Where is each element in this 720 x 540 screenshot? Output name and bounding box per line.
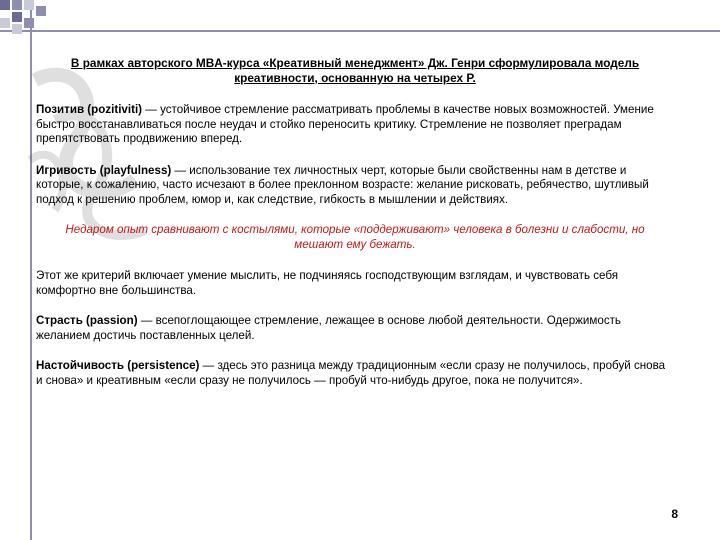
slide-title: В рамках авторского MBA-курса «Креативный менеджмент» Дж. Генри сформулировала модель креативности, основанную на четырех Р. — [70, 56, 640, 85]
text-positivity: — устойчивое стремление рассматривать проблемы в качестве новых возможностей. Умение быстро восстанавливаться после неудач и стойко переносить критику. Стремление не позволяет преградам препятствовать продвижению вперед. — [36, 103, 654, 145]
corner-square — [0, 0, 10, 10]
corner-square — [24, 18, 34, 28]
term-playfulness: Игривость (playfulness) — [36, 163, 172, 177]
term-passion: Страсть (passion) — [36, 314, 138, 327]
text-passion: — всепоглощающее стремление, лежащее в основе любой деятельности. Одержимость желанием достичь поставленных целей. — [36, 314, 621, 342]
corner-square — [36, 6, 46, 16]
paragraph-criterion: Этот же критерий включает умение мыслить, не подчиняясь господствующим взглядам, и чувствовать себя комфортно вне большинства. — [36, 269, 619, 297]
term-persistence: Настойчивость (persistence) — [36, 359, 200, 372]
slide-content — [36, 56, 674, 404]
corner-square — [12, 0, 22, 10]
corner-square — [0, 18, 10, 28]
text-persistence: — здесь это разница между традиционным «если сразу не получилось, пробуй снова и снова» и креативным «если сразу не получилось — пробуй что-нибудь другое, пока не получится». — [36, 359, 666, 387]
text-playfulness: — использование тех личностных черт, которые были свойственны нам в детстве и которые, к сожалению, часто исчезают в более преклонном возрасте: желание рисковать, ребячество, шутливый подход к решению проблем, юмор и, как следствие, гибкость в мышлении и действиях. — [36, 163, 649, 206]
paragraph-playfulness — [36, 164, 674, 208]
page-number: 8 — [671, 507, 678, 521]
corner-square — [12, 24, 22, 34]
corner-square — [24, 0, 34, 10]
horizontal-rule — [0, 30, 720, 32]
highlighted-quote: Недаром опыт сравнивают с костылями, которые «поддерживают» человека в болезни и слабости, но мешают ему бежать. — [65, 223, 645, 251]
corner-square — [12, 12, 22, 22]
paragraph-persistence — [36, 359, 674, 388]
paragraph-positivity — [36, 103, 674, 147]
paragraph-passion — [36, 314, 674, 343]
term-positivity: Позитив (pozitiviti) — [36, 103, 143, 116]
